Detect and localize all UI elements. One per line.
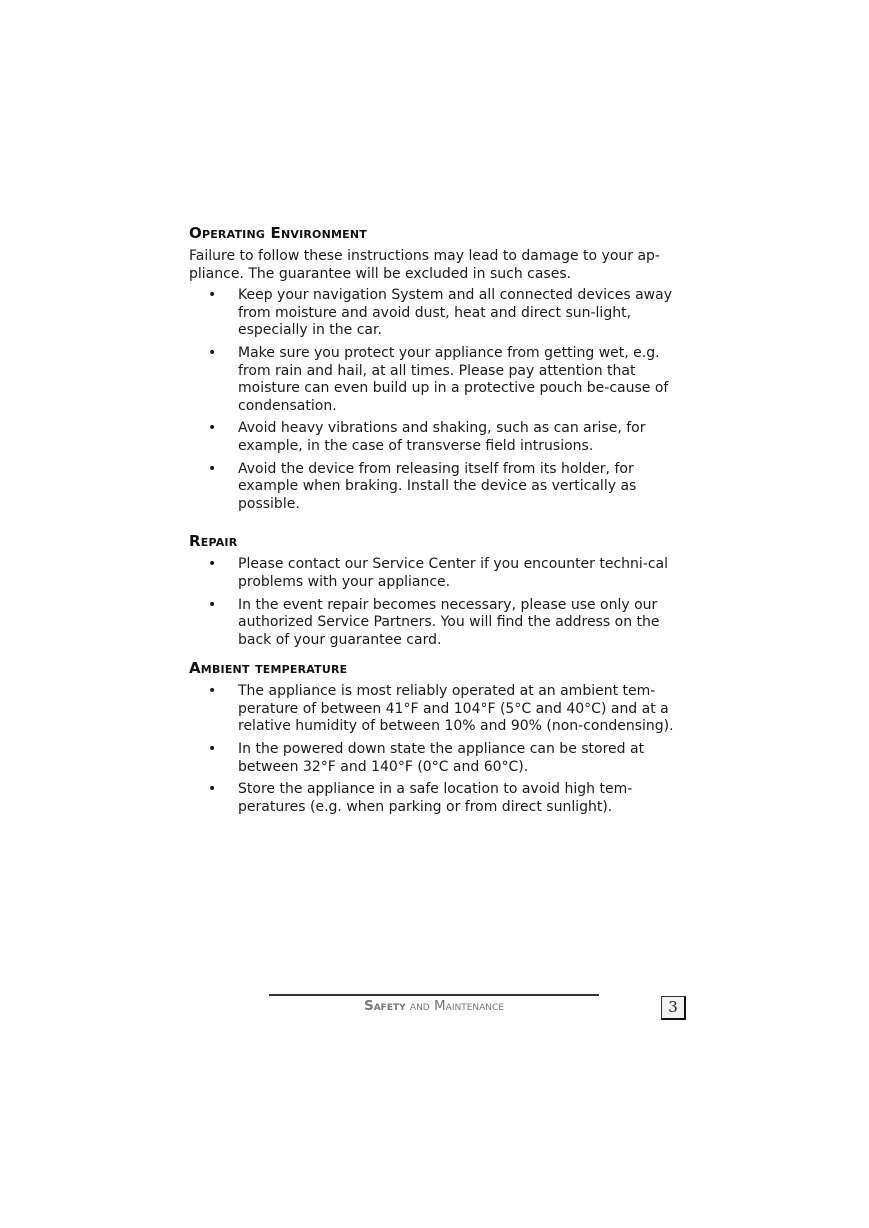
page-number: 3 xyxy=(661,996,686,1020)
bullet-icon: • xyxy=(208,781,217,798)
list-item: • In the event repair becomes necessary, please use only our authorized Service Partners. You will find the address on the back of your guarantee card. xyxy=(208,596,660,648)
bullet-list-ambient-temperature xyxy=(189,683,681,816)
list-item: • The appliance is most reliably operated at an ambient tem-perature of between 41°F and 104°F (5°C and 40°C) and at a relative humidity of between 10% and 90% (non-condensing). xyxy=(208,683,674,735)
bullet-icon: • xyxy=(208,741,217,758)
bullet-icon: • xyxy=(208,344,217,361)
list-item: • In the powered down state the appliance can be stored at between 32°F and 140°F (0°C and 60°C). xyxy=(208,741,645,775)
section-heading-operating-environment: Operating Environment xyxy=(189,224,367,242)
bullet-icon: • xyxy=(208,420,217,437)
list-item: • Store the appliance in a safe location to avoid high tem-peratures (e.g. when parking or from direct sunlight). xyxy=(208,781,633,815)
list-item: • Keep your navigation System and all connected devices away from moisture and avoid dust, heat and direct sun-light, especially in the car. xyxy=(208,287,672,339)
footer-title-bold: Safety xyxy=(363,998,406,1014)
section-heading-repair: Repair xyxy=(189,532,238,551)
footer-title xyxy=(269,998,599,1014)
bullet-list-operating-environment xyxy=(189,287,681,513)
list-item: • Please contact our Service Center if you encounter techni-cal problems with your appliance. xyxy=(208,556,669,590)
list-item: • Make sure you protect your appliance from getting wet, e.g. from rain and hail, at all times. Please pay attention that moisture can even build up in a protective pouch be-cause of condensation. xyxy=(208,344,669,414)
page-content xyxy=(189,224,681,821)
section-intro: Failure to follow these instructions may lead to damage to your ap-pliance. The guarantee will be excluded in such cases. xyxy=(189,248,660,282)
bullet-icon: • xyxy=(208,683,217,700)
list-item: • Avoid heavy vibrations and shaking, such as can arise, for example, in the case of transverse field intrusions. xyxy=(208,420,646,454)
footer-title-rest: and Maintenance xyxy=(409,998,504,1014)
section-heading-ambient-temperature: Ambient temperature xyxy=(189,659,348,678)
bullet-icon: • xyxy=(208,287,217,304)
bullet-list-repair xyxy=(189,556,681,649)
bullet-icon: • xyxy=(208,460,217,477)
bullet-icon: • xyxy=(208,596,217,613)
bullet-icon: • xyxy=(208,556,217,573)
footer-divider xyxy=(269,994,599,996)
list-item: • Avoid the device from releasing itself from its holder, for example when braking. Install the device as vertically as possible. xyxy=(208,460,637,512)
